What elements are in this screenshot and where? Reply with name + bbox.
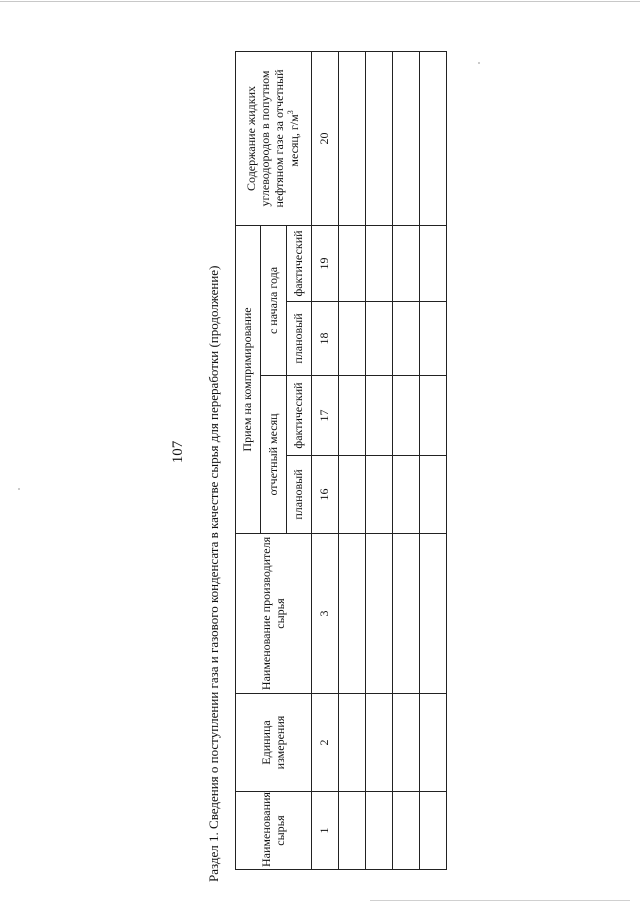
header-liquid-content-text: Содержание жидких углеводородов в попутном нефтяном газе за отчетный месяц, г/м: [243, 69, 302, 208]
table-row: [339, 51, 366, 869]
header-producer: Наименование производителя сырья: [236, 534, 312, 694]
header-year-planned: плановый: [286, 302, 311, 376]
table-row: [393, 51, 420, 869]
table-cell: [339, 376, 366, 456]
header-year-actual: фактический: [286, 225, 311, 301]
table-cell: [366, 534, 393, 694]
table-cell: [420, 792, 447, 870]
header-month-planned: плановый: [286, 456, 311, 534]
scan-speck: [478, 62, 480, 64]
table-cell: [339, 694, 366, 792]
table-row: [366, 51, 393, 869]
table-cell: [339, 225, 366, 301]
table-cell: [420, 302, 447, 376]
header-reporting-month: отчетный месяц: [261, 376, 286, 534]
column-number: 19: [312, 225, 339, 301]
scan-border-top: [0, 1, 640, 2]
cubic-superscript: 3: [286, 110, 296, 115]
table-cell: [393, 302, 420, 376]
column-number: 18: [312, 302, 339, 376]
column-number: 2: [312, 694, 339, 792]
table-cell: [420, 694, 447, 792]
raw-material-table: [235, 51, 447, 870]
table-cell: [339, 534, 366, 694]
table-cell: [393, 792, 420, 870]
table-cell: [366, 456, 393, 534]
column-number: 20: [312, 51, 339, 225]
table-cell: [393, 694, 420, 792]
table-cell: [339, 792, 366, 870]
table-cell: [420, 225, 447, 301]
column-number: 3: [312, 534, 339, 694]
table-cell: [420, 456, 447, 534]
table-cell: [366, 376, 393, 456]
header-unit: Единица измерения: [236, 694, 312, 792]
table-cell: [393, 534, 420, 694]
table-cell: [393, 51, 420, 225]
scan-speck: [18, 488, 20, 490]
table-cell: [339, 51, 366, 225]
table-cell: [393, 456, 420, 534]
page-number: 107: [170, 440, 186, 464]
table-cell: [366, 694, 393, 792]
rotated-page: [170, 22, 470, 882]
table-cell: [339, 456, 366, 534]
column-number: 16: [312, 456, 339, 534]
table-cell: [420, 51, 447, 225]
header-compression-group: Прием на компримирование: [236, 225, 261, 533]
table-cell: [366, 225, 393, 301]
table-cell: [420, 534, 447, 694]
scan-border-bottom: [370, 900, 630, 901]
header-raw-name: Наименования сырья: [236, 792, 312, 870]
table-row: [420, 51, 447, 869]
column-number: 1: [312, 792, 339, 870]
header-row-1: [236, 51, 261, 869]
table-cell: [366, 792, 393, 870]
column-number: 17: [312, 376, 339, 456]
header-year-to-date: с начала года: [261, 225, 286, 375]
table-cell: [420, 376, 447, 456]
header-month-actual: фактический: [286, 376, 311, 456]
table-cell: [366, 302, 393, 376]
header-liquid-content: [236, 51, 312, 225]
table-cell: [339, 302, 366, 376]
table-cell: [393, 225, 420, 301]
section-title: Раздел 1. Сведения о поступлении газа и газового конденсата в качестве сырья для переработки (продолжение): [206, 265, 221, 882]
column-number-row: [312, 51, 339, 869]
table-cell: [393, 376, 420, 456]
table-cell: [366, 51, 393, 225]
